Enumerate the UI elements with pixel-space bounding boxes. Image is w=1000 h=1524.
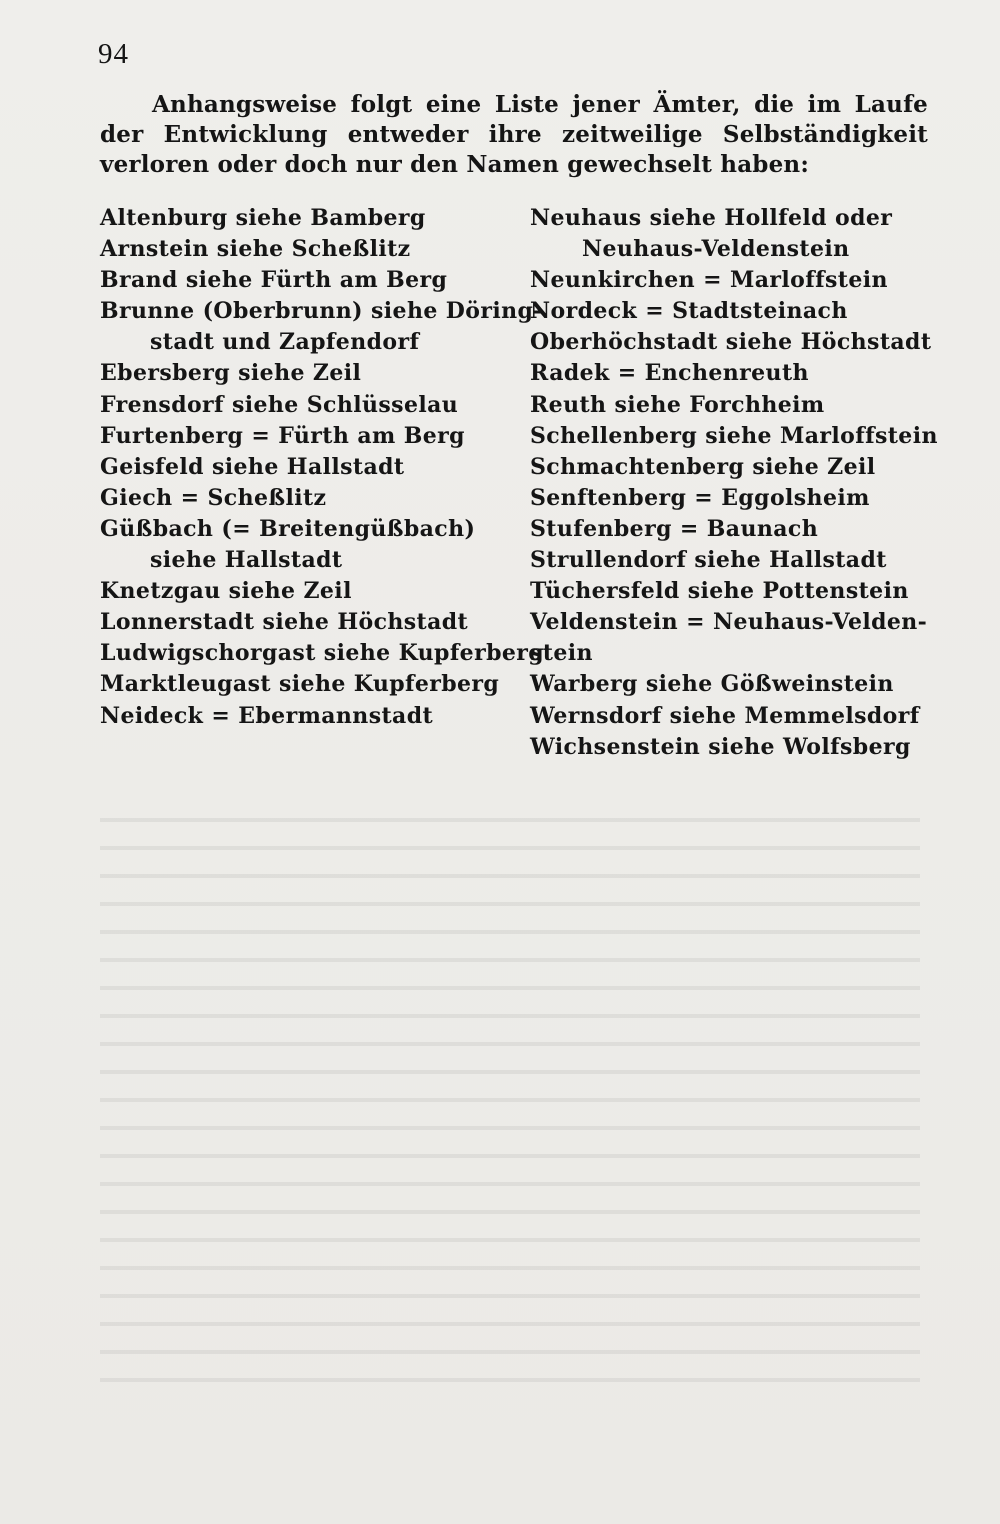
- bleed-through-texture: [100, 800, 920, 1400]
- office-list-right-column: [530, 203, 938, 763]
- list-entry: Ludwigschorgast siehe Kupferberg: [100, 640, 545, 667]
- list-entry: Wernsdorf siehe Memmelsdorf: [530, 702, 920, 729]
- list-entry: Brunne (Oberbrunn) siehe Döring-: [100, 298, 543, 325]
- list-entry: Neunkirchen = Marloffstein: [530, 267, 888, 294]
- list-entry: Furtenberg = Fürth am Berg: [100, 422, 465, 449]
- list-entry: Schmachtenberg siehe Zeil: [530, 453, 876, 480]
- list-entry: Lonnerstadt siehe Höchstadt: [100, 609, 469, 636]
- list-entry: Veldenstein = Neuhaus-Velden-: [530, 609, 928, 636]
- list-entry: Brand siehe Fürth am Berg: [100, 267, 448, 294]
- list-entry-continuation: stein: [530, 640, 593, 667]
- list-entry-continuation: stadt und Zapfendorf: [150, 329, 420, 356]
- list-entry: Oberhöchstadt siehe Höchstadt: [530, 329, 932, 356]
- list-entry: Güßbach (= Breitengüßbach): [100, 515, 476, 542]
- list-entry: Warberg siehe Gößweinstein: [530, 671, 894, 698]
- list-entry: Radek = Enchenreuth: [530, 360, 809, 387]
- list-entry: Knetzgau siehe Zeil: [100, 578, 352, 605]
- list-entry: Stufenberg = Baunach: [530, 515, 819, 542]
- list-entry: Wichsenstein siehe Wolfsberg: [530, 733, 911, 760]
- list-entry: Neideck = Ebermannstadt: [100, 702, 434, 729]
- list-entry: Nordeck = Stadtsteinach: [530, 298, 848, 325]
- list-entry: Giech = Scheßlitz: [100, 484, 327, 511]
- office-list-left-column: [100, 203, 545, 732]
- list-entry: Reuth siehe Forchheim: [530, 391, 825, 418]
- list-entry: Strullendorf siehe Hallstadt: [530, 547, 887, 574]
- list-entry: Tüchersfeld siehe Pottenstein: [530, 578, 909, 605]
- list-entry: Geisfeld siehe Hallstadt: [100, 453, 405, 480]
- list-entry: Senftenberg = Eggolsheim: [530, 484, 870, 511]
- list-entry-continuation: Neuhaus-Veldenstein: [582, 236, 850, 263]
- list-entry: Arnstein siehe Scheßlitz: [100, 236, 411, 263]
- list-entry: Ebersberg siehe Zeil: [100, 360, 362, 387]
- list-entry: Marktleugast siehe Kupferberg: [100, 671, 500, 698]
- list-entry-continuation: siehe Hallstadt: [150, 547, 343, 574]
- intro-paragraph: Anhangsweise folgt eine Liste jener Ämter, die im Laufe der Entwicklung entweder ihre zeitweilige Selbständigkeit verloren oder doch nur den Namen gewechselt haben:: [100, 91, 928, 178]
- page-number: 94: [98, 38, 129, 70]
- list-entry: Neuhaus siehe Hollfeld oder: [530, 205, 893, 231]
- list-entry: Altenburg siehe Bamberg: [100, 205, 426, 231]
- list-entry: Schellenberg siehe Marloffstein: [530, 422, 938, 449]
- list-entry: Frensdorf siehe Schlüsselau: [100, 391, 459, 418]
